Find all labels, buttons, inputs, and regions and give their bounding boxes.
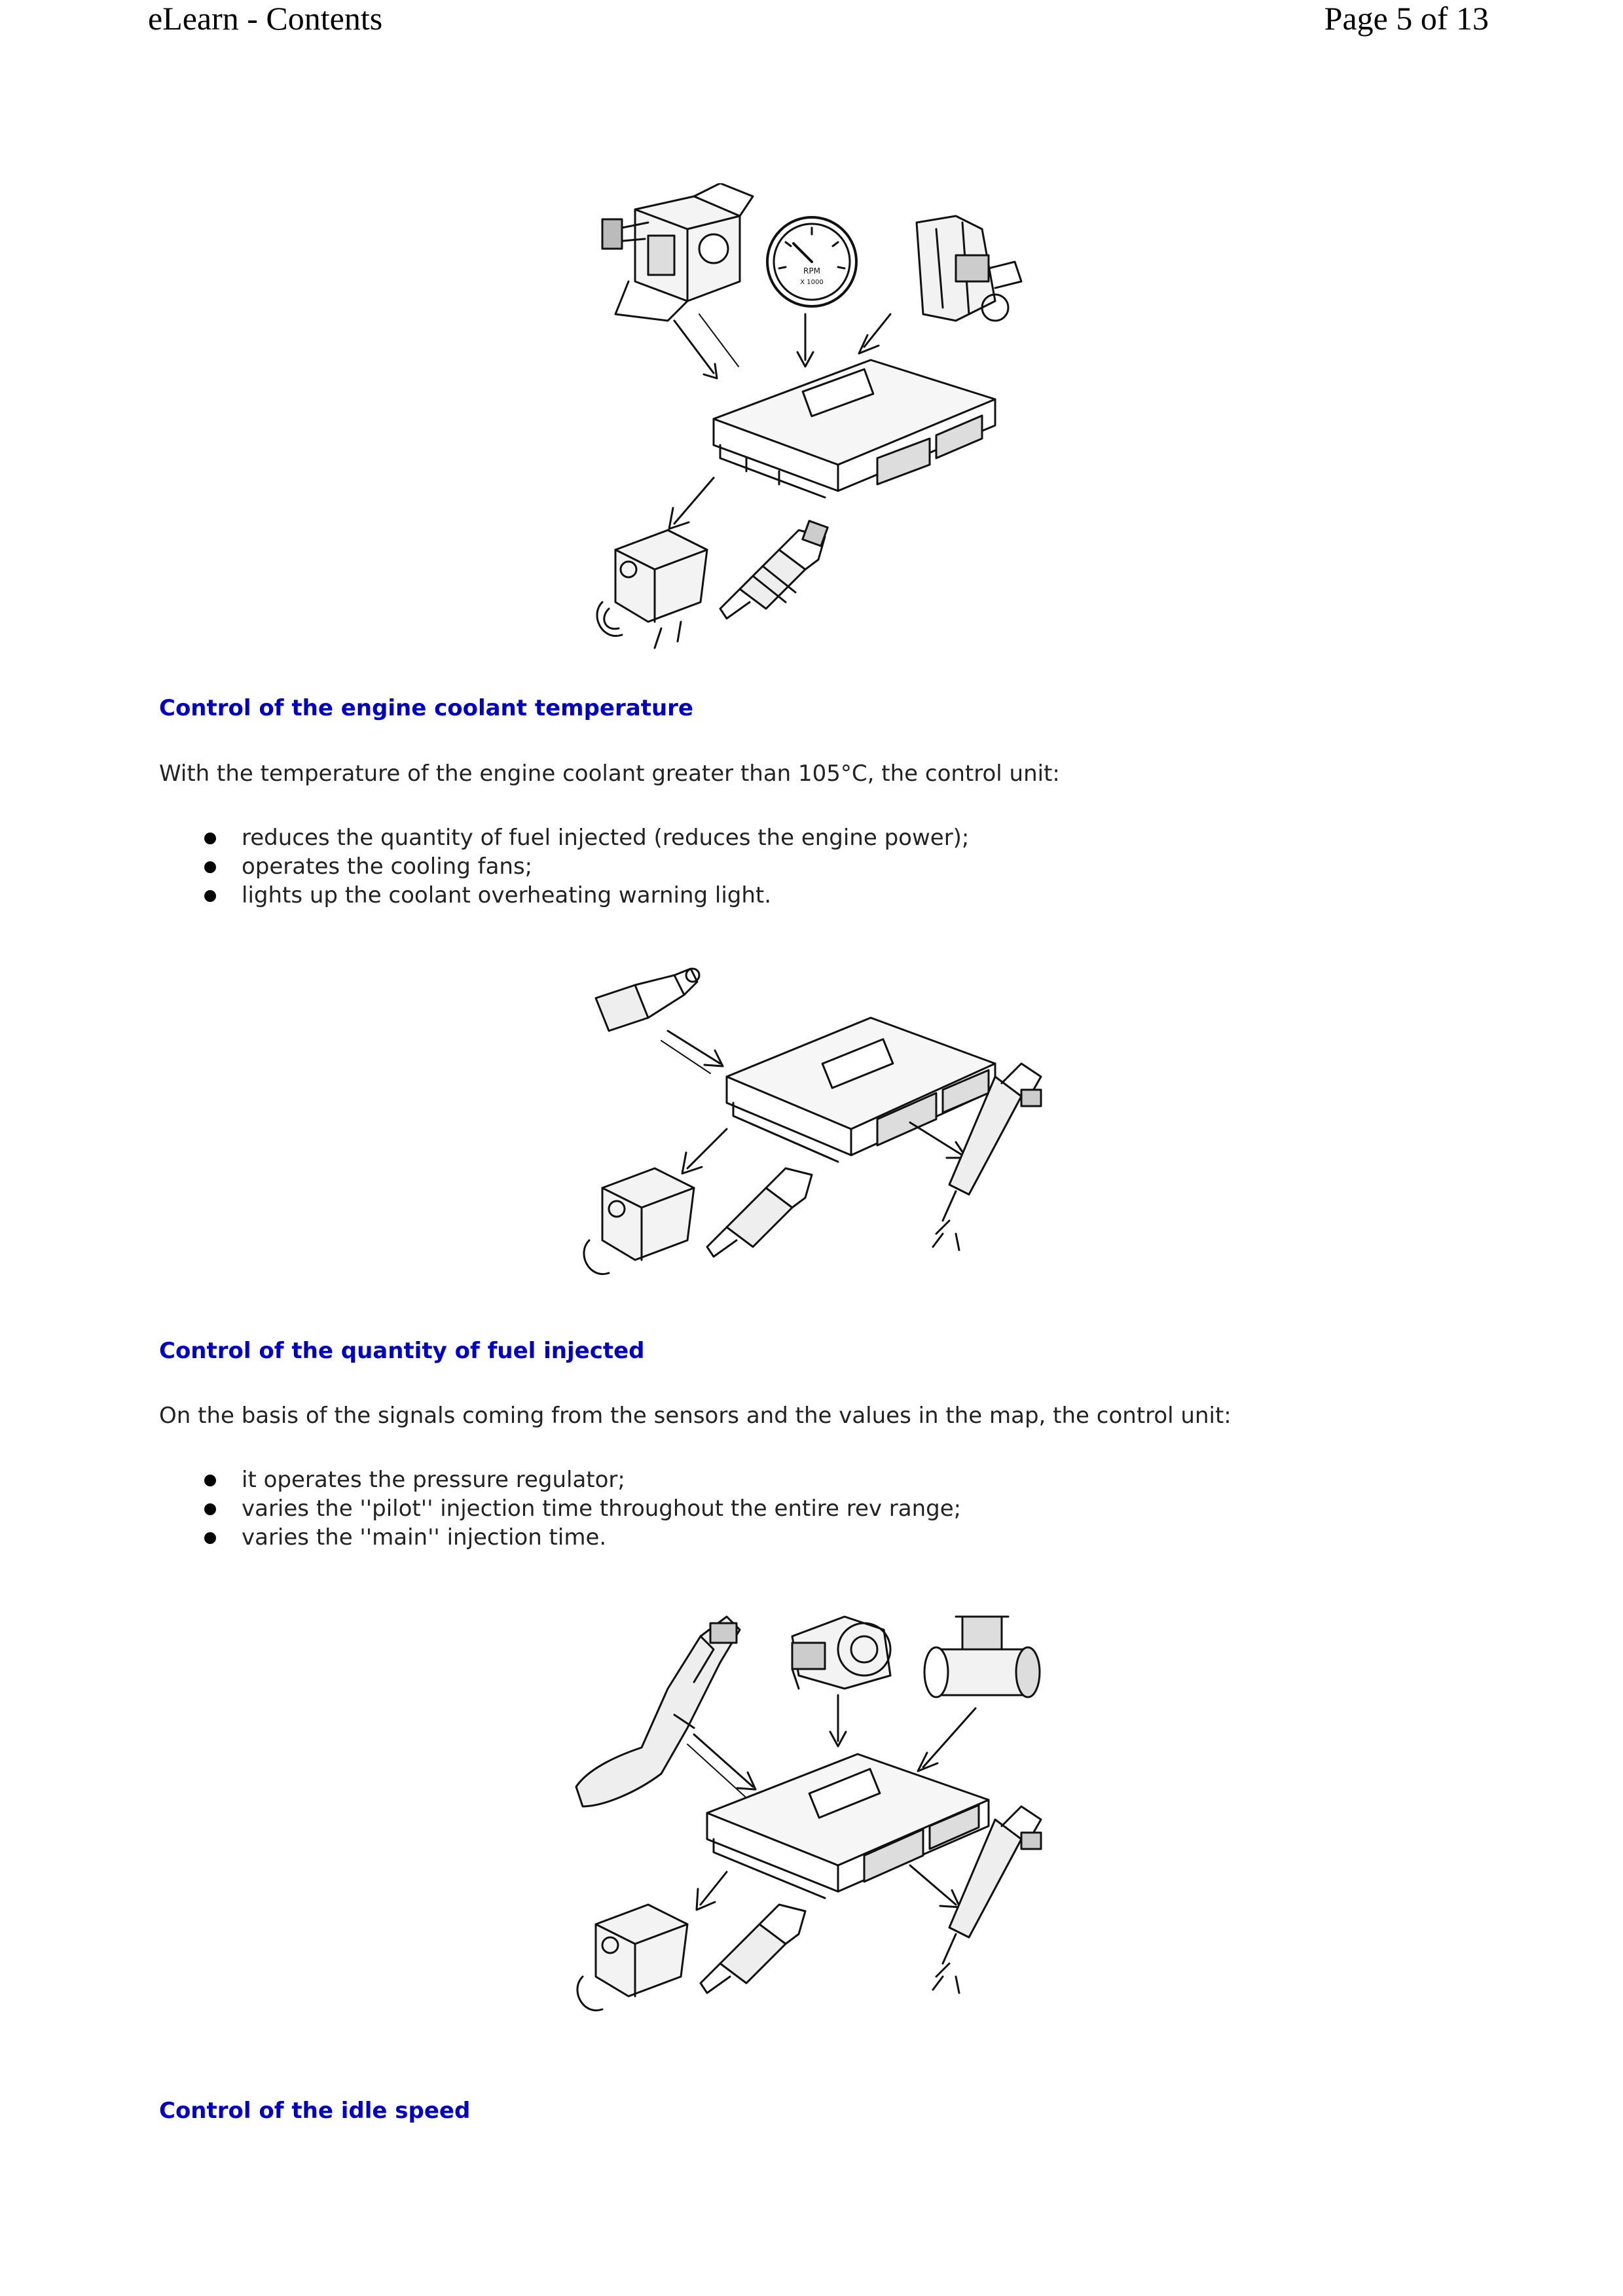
list-item: it operates the pressure regulator; <box>204 1465 961 1494</box>
accelerator-pedal-drawing <box>576 1617 740 1806</box>
injector-valve-drawing <box>707 1168 812 1257</box>
pressure-regulator-drawing <box>584 1168 694 1274</box>
crank-sensor-drawing <box>917 216 1021 321</box>
input-arrow-drawing <box>668 1031 723 1066</box>
bullet-icon <box>204 1532 216 1544</box>
output-arrow-drawing-injector <box>910 1865 960 1907</box>
bullet-list-fuel-quantity <box>204 1465 961 1552</box>
document-title: eLearn - Contents <box>148 0 383 37</box>
bullet-icon <box>204 890 216 902</box>
ecu-inputs-illustration <box>589 183 1087 655</box>
section-intro-fuel-quantity: On the basis of the signals coming from the sensors and the values in the map, the control unit: <box>159 1403 1231 1429</box>
fuel-filter-drawing <box>602 183 753 321</box>
list-item: lights up the coolant overheating warning light. <box>204 881 969 910</box>
gauge-label-rpm: RPM <box>803 266 820 276</box>
input-arrow-drawing <box>694 1734 756 1789</box>
rpm-gauge-drawing <box>767 217 856 306</box>
bullet-icon <box>204 1475 216 1486</box>
coolant-control-illustration <box>576 959 1087 1286</box>
section-heading-idle-speed: Control of the idle speed <box>159 2098 471 2124</box>
list-item: operates the cooling fans; <box>204 852 969 881</box>
air-flow-meter-drawing <box>924 1617 1040 1697</box>
bullet-icon <box>204 1503 216 1515</box>
speed-sensor-drawing <box>792 1617 890 1689</box>
pressure-regulator-drawing <box>577 1905 687 2011</box>
injector-valve-drawing <box>701 1905 805 1993</box>
list-item: reduces the quantity of fuel injected (reduces the engine power); <box>204 823 969 852</box>
output-arrow-drawing <box>669 478 714 529</box>
list-item: varies the ''main'' injection time. <box>204 1523 961 1552</box>
section-intro-coolant: With the temperature of the engine coolant greater than 105°C, the control unit: <box>159 761 1060 787</box>
bullet-list-coolant <box>204 823 969 910</box>
fuel-quantity-illustration <box>570 1597 1093 2068</box>
pressure-regulator-drawing <box>597 530 707 648</box>
section-heading-coolant: Control of the engine coolant temperature <box>159 695 693 721</box>
output-arrow-drawing-injector <box>910 1122 966 1158</box>
section-heading-fuel-quantity: Control of the quantity of fuel injected <box>159 1338 645 1364</box>
list-item: varies the ''pilot'' injection time throughout the entire rev range; <box>204 1494 961 1523</box>
ecu-drawing <box>727 1018 995 1162</box>
output-arrow-drawing <box>682 1129 727 1174</box>
page-number: Page 5 of 13 <box>1324 0 1489 37</box>
ecu-drawing <box>714 360 995 497</box>
bullet-icon <box>204 833 216 844</box>
bullet-icon <box>204 861 216 873</box>
output-arrow-drawing <box>697 1872 727 1910</box>
input-arrow-drawing <box>918 1708 976 1771</box>
gauge-label-scale: X 1000 <box>800 279 824 286</box>
coolant-sensor-drawing <box>596 969 699 1031</box>
injector-valve-drawing <box>720 521 828 619</box>
input-arrow-drawing <box>830 1695 846 1746</box>
